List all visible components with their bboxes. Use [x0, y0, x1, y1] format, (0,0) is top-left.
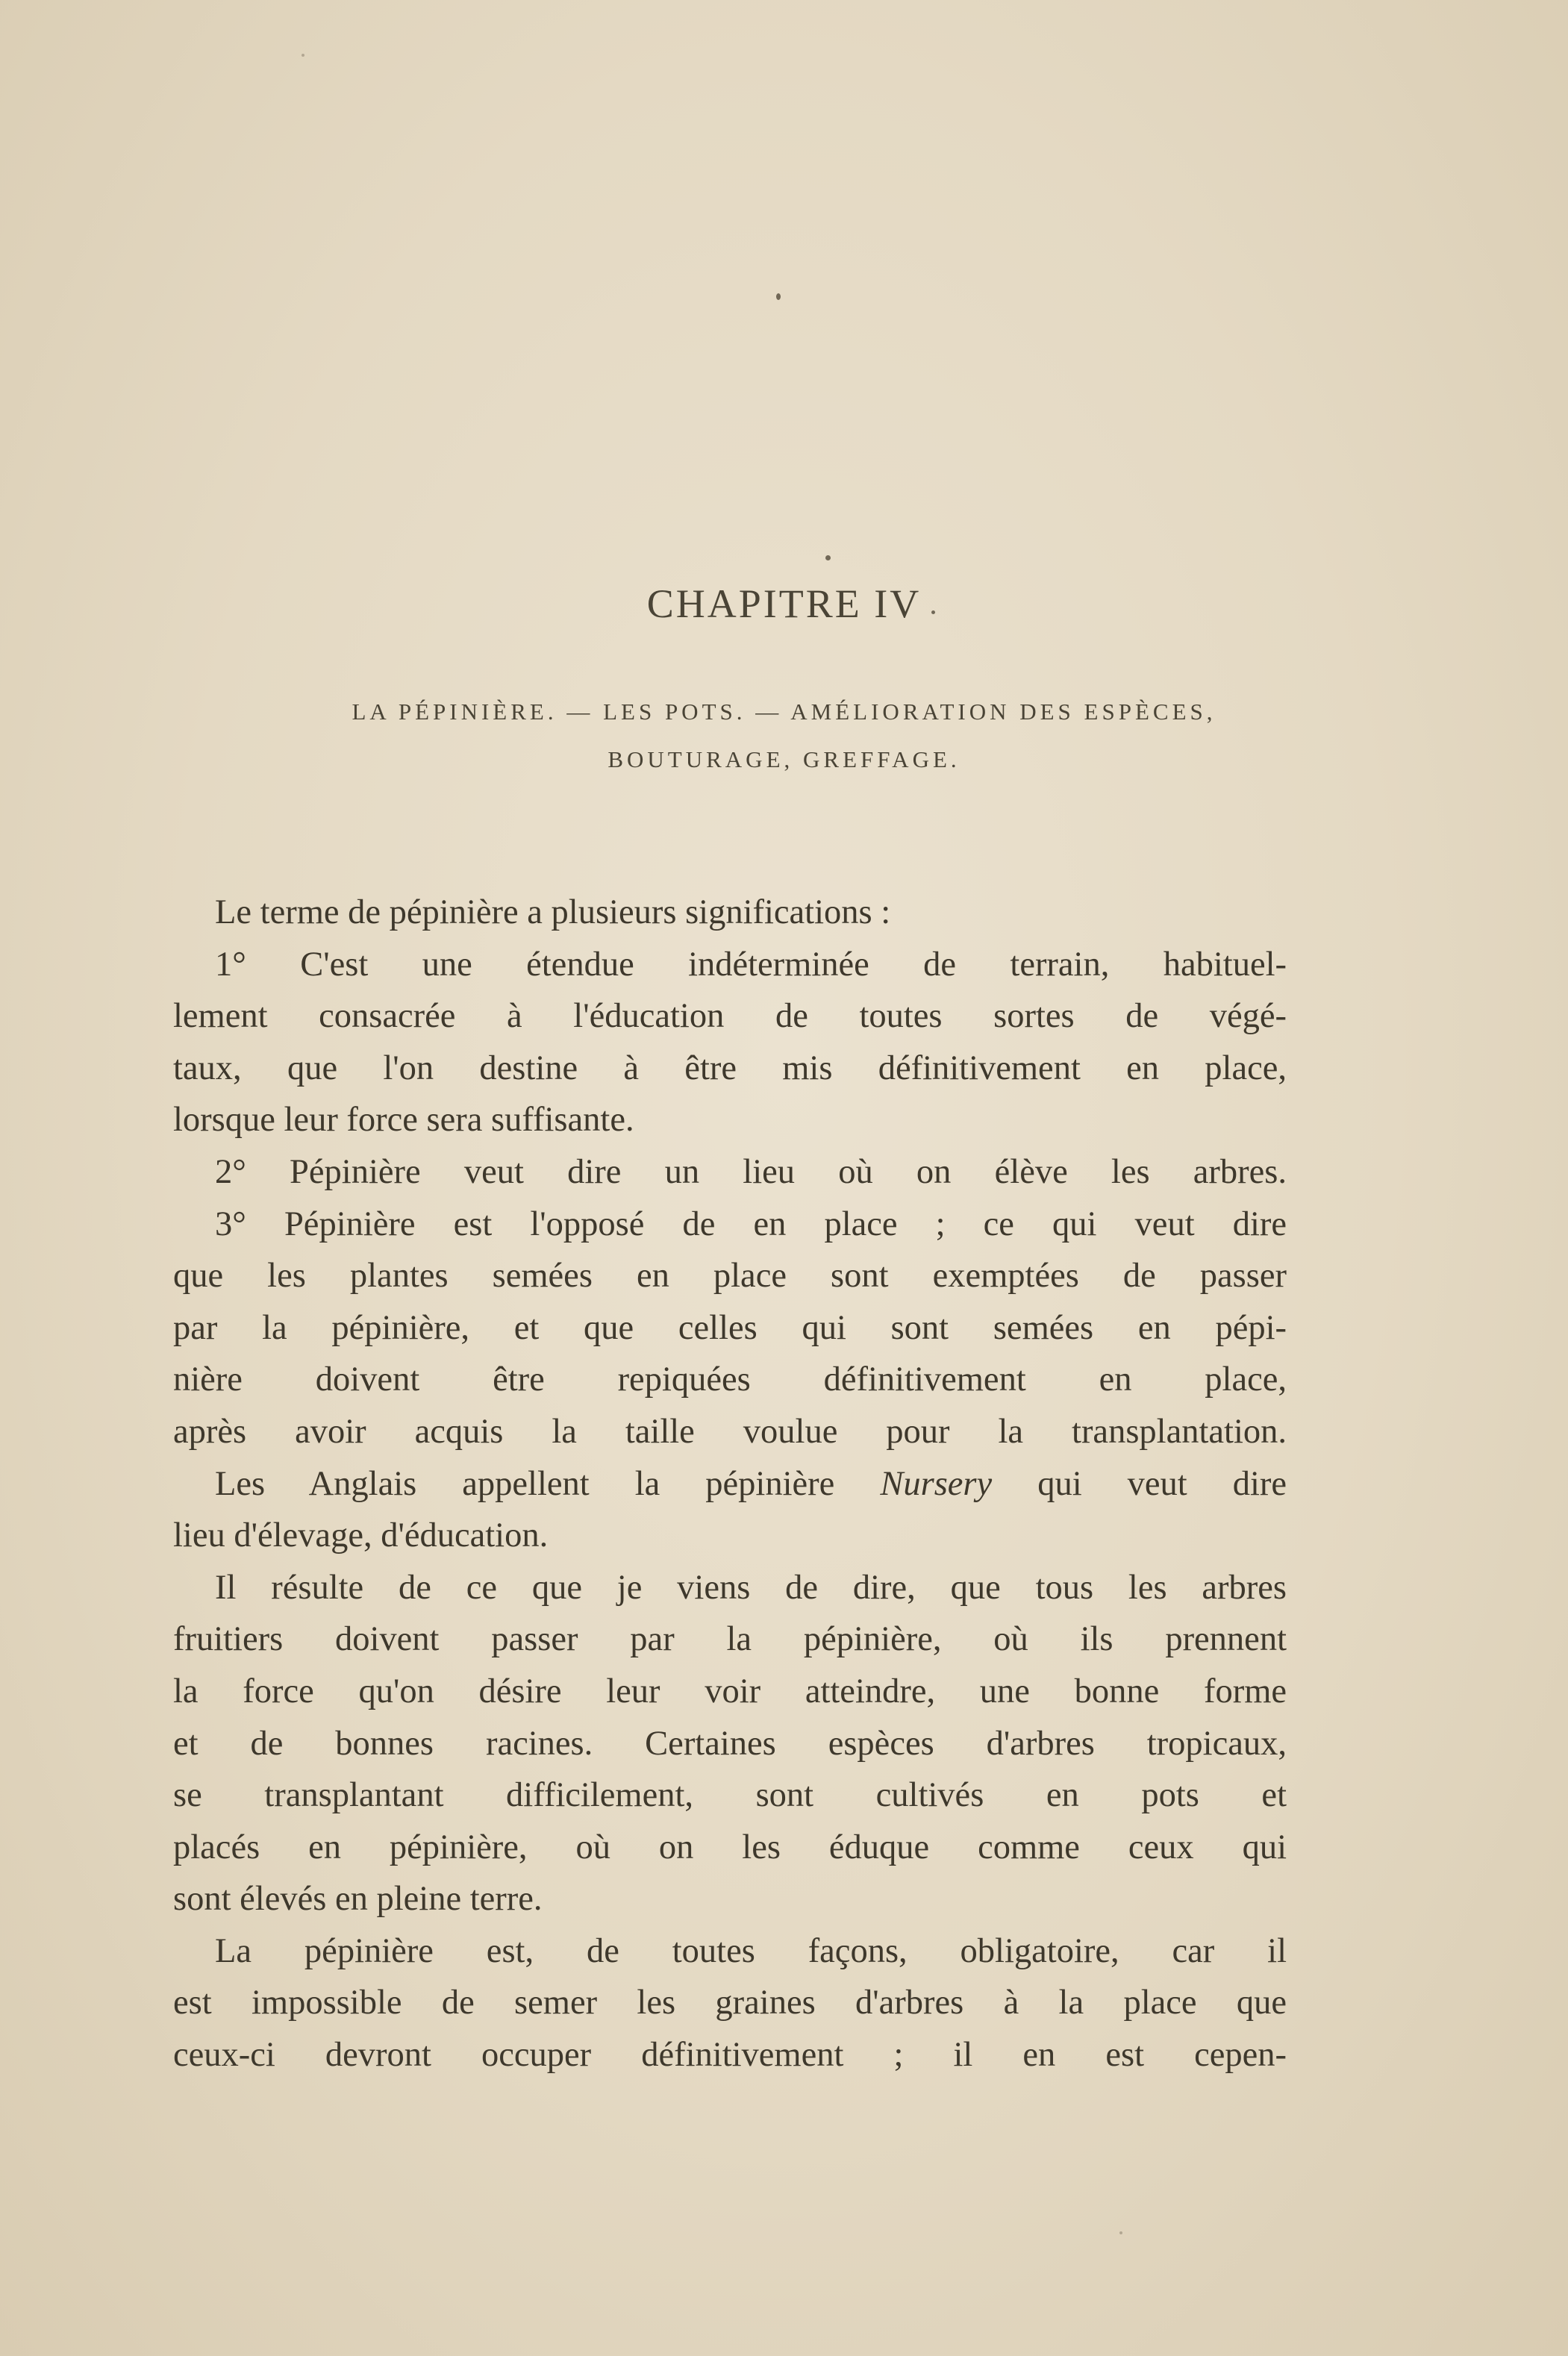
text-line: après avoir acquis la taille voulue pour la transplantation.	[173, 1412, 1287, 1451]
text-line: que les plantes semées en place sont exemptées de passer	[173, 1257, 1287, 1296]
paper-speck	[776, 293, 781, 300]
text-line: par la pépinière, et que celles qui sont semées en pépi-	[173, 1308, 1287, 1347]
text-line: taux, que l'on destine à être mis définitivement en place,	[173, 1049, 1287, 1087]
text-line	[173, 1458, 1287, 1510]
text-line: ceux-ci devront occuper définitivement ; il en est cepen-	[173, 2036, 1287, 2075]
text-line: et de bonnes racines. Certaines espèces d'arbres tropicaux,	[173, 1724, 1287, 1763]
text-line: sont élevés en pleine terre.	[173, 1880, 543, 1919]
text-line: 3° Pépinière est l'opposé de en place ; ce qui veut dire	[215, 1204, 1287, 1243]
text-line: La pépinière est, de toutes façons, obligatoire, car il	[215, 1931, 1287, 1970]
text-line: lement consacrée à l'éducation de toutes sortes de végé-	[173, 997, 1287, 1036]
paper-speck	[1119, 2231, 1122, 2234]
text-line: 2° Pépinière veut dire un lieu où on élève les arbres.	[215, 1152, 1287, 1191]
text-line: fruitiers doivent passer par la pépinière, où ils prennent	[173, 1620, 1287, 1659]
text-line: 1° C'est une étendue indéterminée de terrain, habituel-	[215, 945, 1287, 984]
text-line: Le terme de pépinière a plusieurs significations :	[215, 893, 891, 931]
italic-term: Nursery	[880, 1464, 993, 1503]
chapter-subtitle-line-2: BOUTURAGE, GREFFAGE.	[607, 746, 961, 772]
text-line: la force qu'on désire leur voir atteindre, une bonne forme	[173, 1672, 1287, 1710]
text-line: lieu d'élevage, d'éducation.	[173, 1516, 549, 1555]
text-fragment: qui veut dire	[1037, 1464, 1287, 1503]
paper-speck	[302, 54, 304, 57]
chapter-subtitle-line-1: LA PÉPINIÈRE. — LES POTS. — AMÉLIORATION DES ESPÈCES,	[352, 699, 1216, 725]
text-line: placés en pépinière, où on les éduque comme ceux qui	[173, 1828, 1287, 1866]
text-line: est impossible de semer les graines d'arbres à la place que	[173, 1984, 1287, 2022]
text-line: se transplantant difficilement, sont cultivés en pots et	[173, 1776, 1287, 1815]
text-fragment: Les Anglais appellent la pépinière	[215, 1464, 835, 1503]
paper-speck	[825, 555, 831, 560]
text-line: nière doivent être repiquées définitivement en place,	[173, 1360, 1287, 1399]
text-line: Il résulte de ce que je viens de dire, que tous les arbres	[215, 1568, 1287, 1607]
chapter-title: CHAPITRE IV	[646, 581, 922, 626]
text-line: lorsque leur force sera suffisante.	[173, 1101, 634, 1140]
body-text	[173, 887, 1287, 2081]
